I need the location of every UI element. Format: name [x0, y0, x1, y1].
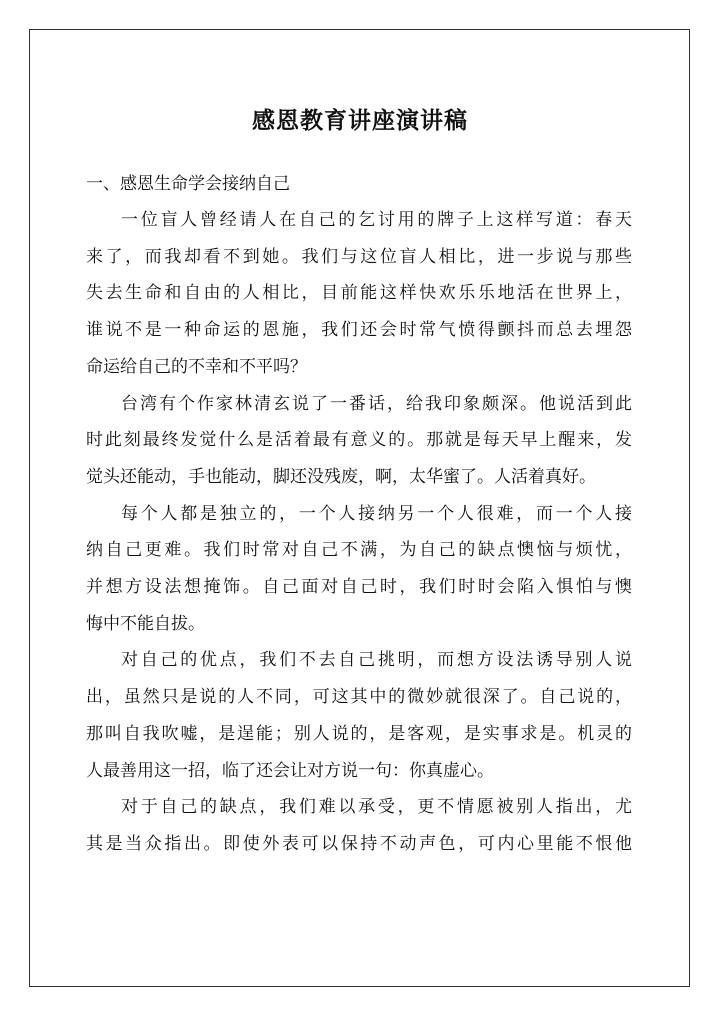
paragraph-line: 人最善用这一招，临了还会让对方说一句：你真虚心。 — [86, 760, 494, 781]
paragraph-line: 悔中不能自拔。 — [86, 613, 205, 634]
paragraph-line: 失去生命和自由的人相比，目前能这样快欢乐乐地活在世界上， — [86, 283, 632, 304]
paragraph-1 — [86, 202, 632, 386]
paragraph-line: 命运给自己的不幸和不平吗？ — [86, 356, 307, 377]
paragraph-line: 那叫自我吹嘘，是逞能；别人说的，是客观，是实事求是。机灵的 — [86, 723, 632, 744]
paragraph-line: 其是当众指出。即使外表可以保持不动声色，可内心里能不恨他 — [86, 833, 632, 854]
paragraph-line: 并想方设法想掩饰。自己面对自己时，我们时时会陷入惧怕与懊 — [86, 577, 632, 598]
paragraph-3 — [86, 496, 632, 643]
document-title: 感恩教育讲座演讲稿 — [252, 107, 468, 135]
paragraph-4 — [86, 642, 632, 789]
paragraph-line: 对自己的优点，我们不去自己挑明，而想方设法诱导别人说 — [121, 650, 632, 671]
paragraph-2 — [86, 386, 632, 496]
paragraph-line: 台湾有个作家林清玄说了一番话，给我印象颇深。他说活到此 — [121, 393, 632, 414]
paragraph-line: 纳自己更难。我们时常对自己不满，为自己的缺点懊恼与烦忧， — [86, 540, 632, 561]
paragraph-line: 出，虽然只是说的人不同，可这其中的微妙就很深了。自己说的， — [86, 687, 632, 708]
paragraph-line: 觉头还能动，手也能动，脚还没残废，啊，太华蜜了。人活着真好。 — [86, 466, 596, 487]
paragraph-5 — [86, 789, 632, 862]
paragraph-line: 每个人都是独立的，一个人接纳另一个人很难，而一个人接 — [121, 503, 632, 524]
paragraph-line: 对于自己的缺点，我们难以承受，更不情愿被别人指出，尤 — [121, 797, 632, 818]
paragraph-line: 来了，而我却看不到她。我们与这位盲人相比，进一步说与那些 — [86, 246, 632, 267]
document-body — [86, 166, 632, 863]
section-heading: 一、感恩生命学会接纳自己 — [86, 174, 290, 194]
paragraph-line: 一位盲人曾经请人在自己的乞讨用的牌子上这样写道：春天 — [121, 210, 632, 230]
paragraph-line: 时此刻最终发觉什么是活着最有意义的。那就是每天早上醒来，发 — [86, 430, 632, 451]
paragraph-line: 谁说不是一种命运的恩施，我们还会时常气愤得颤抖而总去埋怨 — [86, 320, 632, 341]
